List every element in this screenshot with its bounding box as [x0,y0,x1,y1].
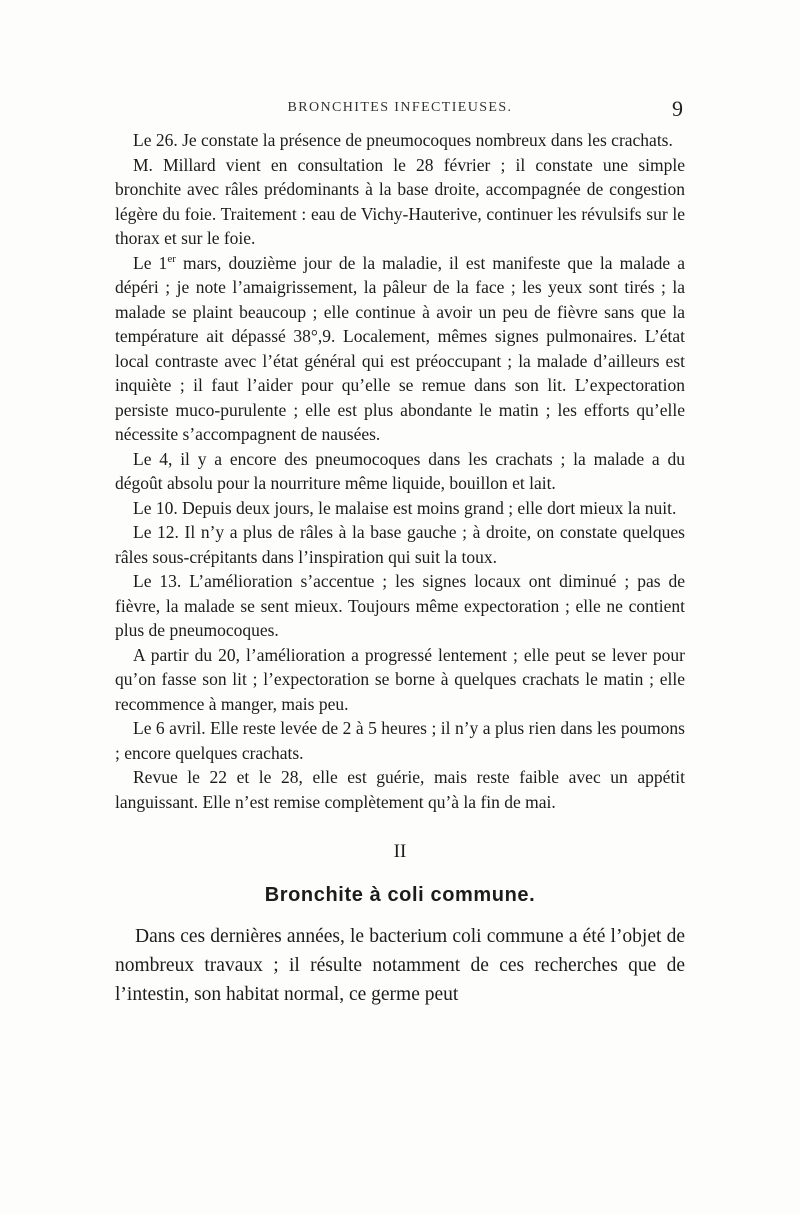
paragraph-le-26: Le 26. Je constate la présence de pneumocoques nombreux dans les crachats. [133,130,673,150]
paragraph-a-partir-du-20: A partir du 20, l’amélioration a progressé lentement ; elle peut se lever pour qu’on fasse son lit ; l’expectoration se borne à quelques crachats le matin ; elle recommence à manger, mais peu. [115,644,685,714]
paragraph-le-4: Le 4, il y a encore des pneumocoques dans les crachats ; la malade a du dégoût absolu pour la nourriture même liquide, bouillon et lait. [115,448,685,493]
section-opening-paragraph: Dans ces dernières années, le bacterium coli commune a été l’objet de nombreux travaux ; il résulte notamment de ces recherches que de l’intestin, son habitat normal, ce germe peut [115,926,685,1005]
ordinal-superscript: er [167,252,176,265]
paragraph-1er-mars-start: Le 1 [133,252,168,273]
running-title: BRONCHITES INFECTIEUSES. [287,100,513,115]
paragraph-le-6-avril: Le 6 avril. Elle reste levée de 2 à 5 heures ; il n’y a plus rien dans les poumons ; encore quelques crachats. [115,718,685,763]
paragraph-millard-consultation: M. Millard vient en consultation le 28 février ; il constate une simple bronchite avec râles prédominants à la base droite, accompagnée de congestion légère du foie. Traitement : eau de Vichy-Hauterive, continuer les révulsifs sur le thorax et sur le foie. [115,154,685,248]
section-title: Bronchite à coli commune. [264,884,536,906]
section-number: II [393,841,407,862]
paragraph-le-13: Le 13. L’amélioration s’accentue ; les signes locaux ont diminué ; pas de fièvre, la malade se sent mieux. Toujours même expectoration ; elle ne contient plus de pneumocoques. [115,571,685,640]
paragraph-le-10: Le 10. Depuis deux jours, le malaise est moins grand ; elle dort mieux la nuit. [133,497,677,518]
paragraph-1er-mars [115,251,685,447]
page-number: 9 [672,96,683,121]
body-text [115,128,685,1009]
paragraph-revue: Revue le 22 et le 28, elle est guérie, mais reste faible avec un appétit languissant. Elle n’est remise complètement qu’à la fin de mai. [115,767,685,812]
running-head [115,98,685,124]
paragraph-le-12: Le 12. Il n’y a plus de râles à la base gauche ; à droite, on constate quelques râles sous-crépitants dans l’inspiration qui suit la toux. [115,522,685,567]
paragraph-1er-mars-rest: mars, douzième jour de la maladie, il est manifeste que la malade a dépéri ; je note l’amaigrissement, la pâleur de la face ; les yeux sont tirés ; la malade se plaint beaucoup ; elle continue à avoir un peu de fièvre sans que la température ait dépassé 38°,9. Localement, mêmes signes pulmonaires. L’état local contraste avec l’état général qui est préoccupant ; la malade d’ailleurs est inquiète ; il faut l’aider pour qu’elle se remue dans son lit. L’expectoration persiste muco-purulente ; elle est plus abondante le matin ; les efforts qu’elle nécessite s’accompagnent de nausées. [115,252,685,444]
